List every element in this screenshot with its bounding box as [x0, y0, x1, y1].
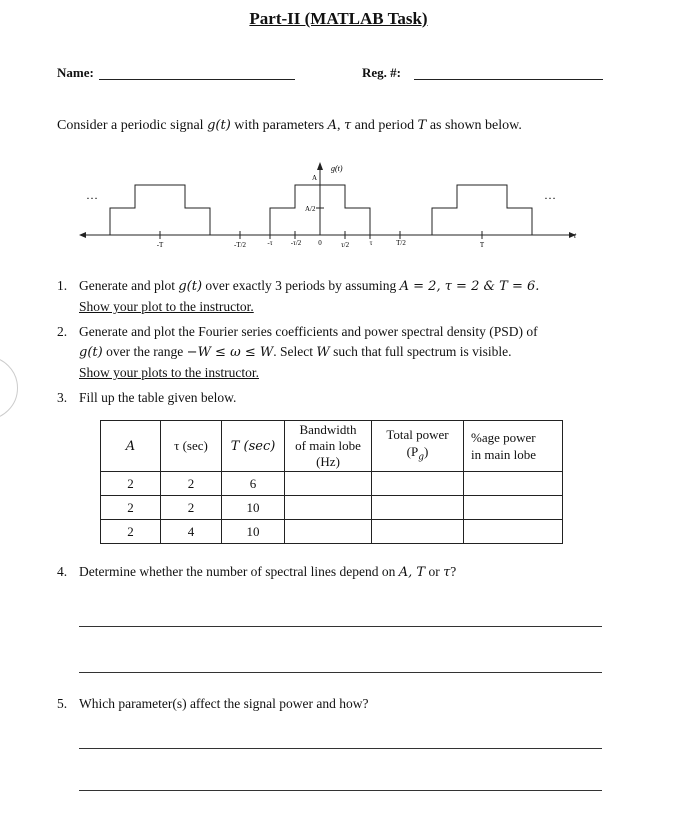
question-text: over the range [102, 344, 187, 359]
table-header-row [101, 421, 563, 472]
answer-line-5b[interactable] [79, 790, 602, 791]
question-body [79, 276, 617, 317]
param-a-symbol: A [327, 118, 337, 133]
header-text: (Hz) [316, 454, 340, 469]
tick-label-neg-half-tau: -τ/2 [290, 239, 302, 247]
header-text: of main lobe [295, 438, 361, 453]
signal-symbol: g(t) [178, 279, 203, 294]
signal-figure [0, 0, 677, 260]
cell-tau: 2 [161, 496, 222, 520]
table-row [101, 496, 563, 520]
cell-a: 2 [101, 496, 161, 520]
cell-main-lobe-power-input[interactable] [464, 472, 563, 496]
question-vars: A, T [398, 565, 426, 580]
tick-label-neg-half-t: -T/2 [233, 241, 247, 249]
question-2 [57, 322, 617, 382]
axis-arrow-up [317, 162, 323, 170]
intro-text: with parameters [230, 118, 328, 133]
question-body [79, 562, 456, 583]
cell-t: 6 [222, 472, 285, 496]
cell-tau: 2 [161, 472, 222, 496]
results-table [100, 420, 563, 544]
question-text: . Select [273, 344, 317, 359]
question-number: 1. [57, 278, 68, 293]
header-main-lobe-power [464, 421, 563, 472]
header-text: Bandwidth [299, 422, 357, 437]
tick-label-half-t: T/2 [396, 239, 406, 247]
cell-a: 2 [101, 472, 161, 496]
header-tau-text: τ (sec) [174, 438, 208, 453]
header-t-text: T (sec) [230, 439, 276, 454]
question-text: Generate and plot the Fourier series coefficients and power spectral density (PSD) of [79, 324, 538, 339]
cell-total-power-input[interactable] [372, 520, 464, 544]
question-4 [57, 562, 617, 582]
header-total-power [372, 421, 464, 472]
question-text: or [425, 564, 444, 579]
question-number: 5. [57, 696, 68, 711]
cell-bandwidth-input[interactable] [285, 496, 372, 520]
header-text: Total power [386, 426, 449, 442]
question-text: Generate and plot [79, 278, 179, 293]
ellipsis-left: … [86, 188, 98, 202]
cell-tau: 4 [161, 520, 222, 544]
tick-label-half-tau: τ/2 [340, 241, 350, 249]
frequency-range: −W ≤ ω ≤ W [186, 345, 274, 360]
question-text: Determine whether the number of spectral lines depend on [79, 564, 399, 579]
question-number: 4. [57, 564, 68, 579]
header-text: in main lobe [471, 447, 536, 462]
header-a [101, 421, 161, 472]
header-text: (P [406, 443, 419, 459]
param-tau-symbol: τ [443, 565, 451, 580]
header-t [222, 421, 285, 472]
answer-line-4a[interactable] [79, 626, 602, 627]
question-number: 2. [57, 324, 68, 339]
tick-label-zero: 0 [318, 239, 322, 247]
amplitude-axis-label: g(t) [331, 164, 343, 173]
tick-label-t: T [479, 241, 485, 249]
tick-label-tau: τ [369, 239, 373, 247]
param-t-symbol: T [417, 118, 427, 133]
tick-label-neg-tau: -τ [267, 239, 273, 247]
intro-text: and period [351, 118, 418, 133]
intro-text: Consider a periodic signal [57, 118, 208, 133]
time-axis-label: t [574, 231, 577, 240]
pulse-right [432, 185, 532, 235]
question-5 [57, 694, 617, 714]
level-a-label: A [312, 174, 318, 182]
pulse-left [110, 185, 210, 235]
question-text: Which parameter(s) affect the signal power and how? [79, 696, 369, 711]
header-text: ) [423, 443, 429, 459]
intro-text: as shown below. [426, 118, 522, 133]
question-params: A = 2, τ = 2 & T = 6. [399, 279, 540, 294]
question-3 [57, 388, 617, 408]
answer-line-4b[interactable] [79, 672, 602, 673]
cell-main-lobe-power-input[interactable] [464, 496, 563, 520]
axis-arrow-left [79, 232, 86, 238]
question-1 [57, 276, 617, 318]
header-text: %age power [471, 430, 536, 445]
question-text: ? [450, 564, 457, 579]
reg-label: Reg. #: [362, 65, 401, 80]
question-text: Fill up the table given below. [79, 390, 237, 405]
signal-symbol: g(t) [207, 118, 231, 133]
name-label: Name: [57, 65, 94, 80]
param-tau-symbol: τ [343, 118, 352, 133]
question-text: such that full spectrum is visible. [329, 344, 512, 359]
w-symbol: W [316, 345, 330, 360]
cell-t: 10 [222, 520, 285, 544]
table-row [101, 520, 563, 544]
level-half-label: A/2 [305, 205, 316, 213]
cell-bandwidth-input[interactable] [285, 472, 372, 496]
table-row [101, 472, 563, 496]
question-number: 3. [57, 390, 68, 405]
ellipsis-right: … [544, 188, 556, 202]
side-scroll-handle[interactable] [0, 356, 18, 420]
cell-total-power-input[interactable] [372, 472, 464, 496]
cell-total-power-input[interactable] [372, 496, 464, 520]
signal-symbol: g(t) [79, 345, 103, 360]
header-subscript: g [418, 452, 424, 463]
cell-a: 2 [101, 520, 161, 544]
cell-bandwidth-input[interactable] [285, 520, 372, 544]
question-text: over exactly 3 periods by assuming [202, 278, 400, 293]
tick-label-neg-t: -T [156, 241, 164, 249]
cell-main-lobe-power-input[interactable] [464, 520, 563, 544]
header-bandwidth [285, 421, 372, 472]
question-body [79, 322, 617, 383]
header-tau [161, 421, 222, 472]
intro-text: , [336, 118, 344, 133]
page-title: Part-II (MATLAB Task) [249, 9, 428, 28]
question-instruction: Show your plot to the instructor. [79, 299, 254, 314]
cell-t: 10 [222, 496, 285, 520]
header-a-text: A [125, 439, 136, 454]
question-instruction: Show your plots to the instructor. [79, 365, 259, 380]
answer-line-5a[interactable] [79, 748, 602, 749]
